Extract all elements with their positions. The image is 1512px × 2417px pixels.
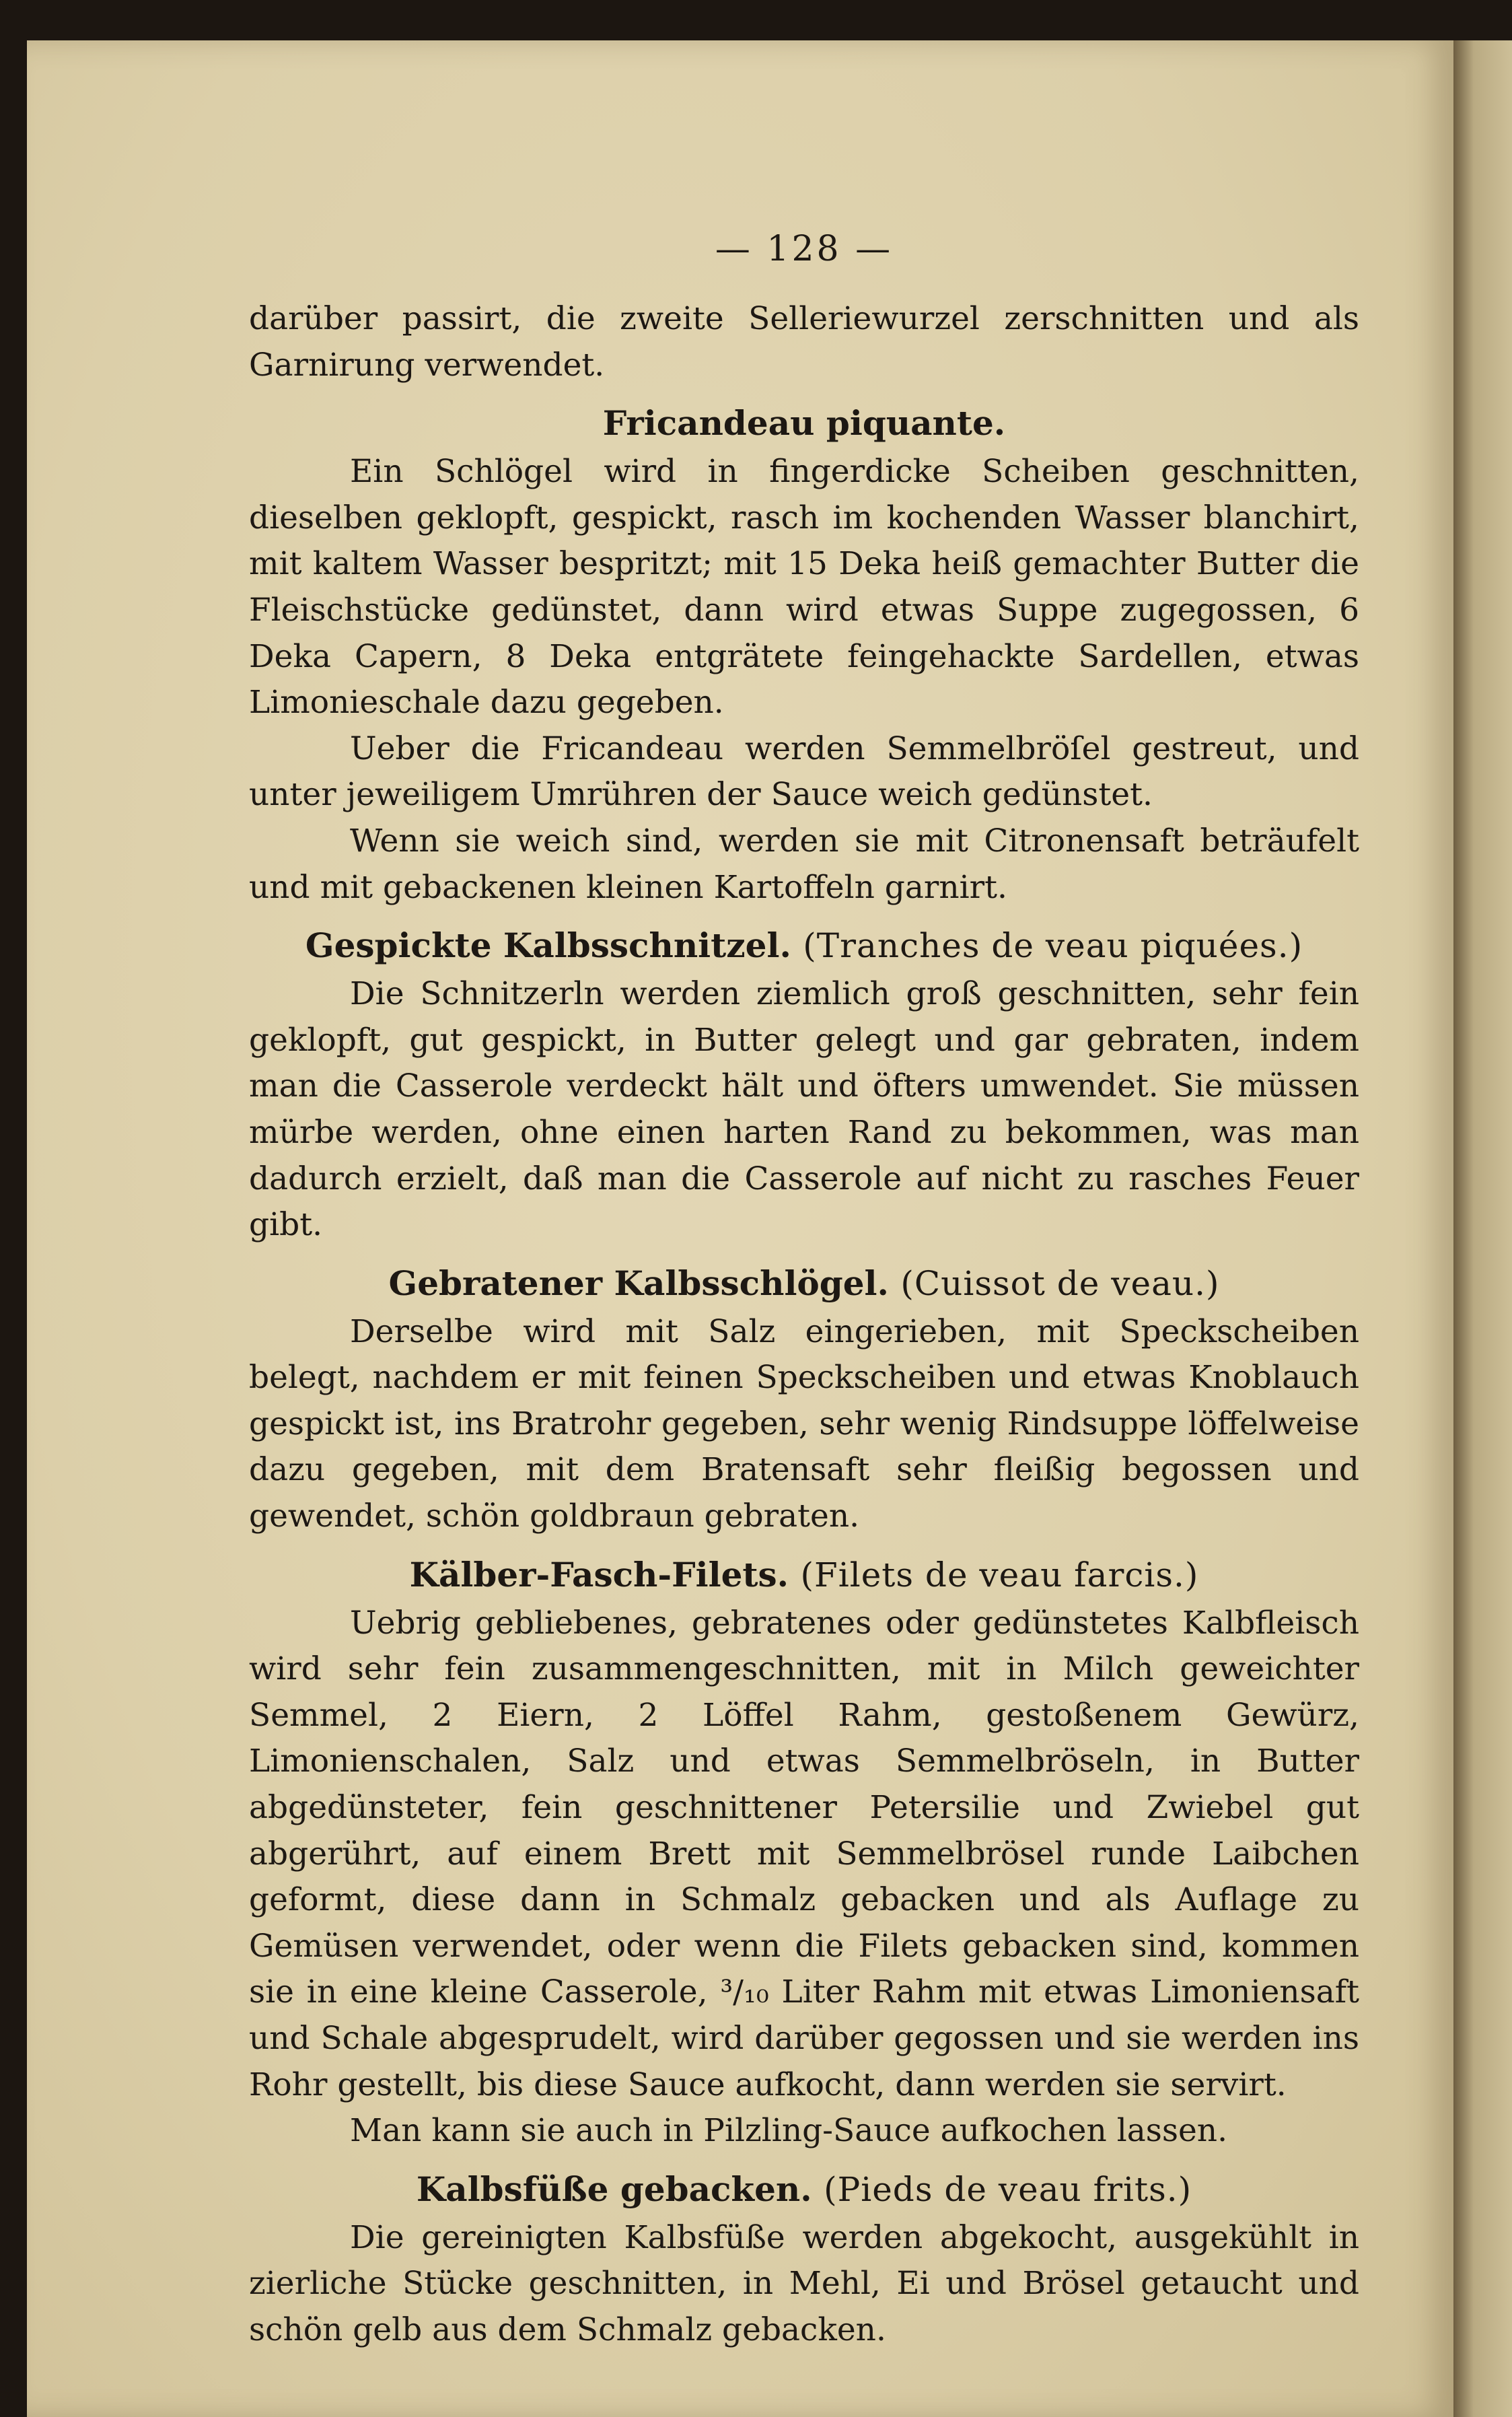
page-number: — 128 —	[715, 229, 894, 269]
section-title: Kälber-Fasch-Filets.	[409, 1554, 789, 1595]
section-title: Gespickte Kalbsschnitzel.	[305, 925, 791, 966]
section-heading	[249, 1258, 1359, 1309]
section-title-french: (Cuissot de veau.)	[900, 1263, 1220, 1303]
section-heading	[249, 1549, 1359, 1601]
section-title: Kalbsfüße gebacken.	[416, 2169, 812, 2209]
section-title-french: (Pieds de veau frits.)	[824, 2169, 1192, 2209]
paragraph: Ein Schlögel wird in fingerdicke Scheiben geschnitten, dieselben geklopft, gespickt, rasch im kochenden Wasser blanchirt, mit kaltem Wasser bespritzt; mit 15 Deka heiß gemachter Butter die Fleischstücke gedünstet, dann wird etwas Suppe zugegossen, 6 Deka Capern, 8 Deka entgrätete feingehackte Sardellen, etwas Limonieschale dazu gegeben.	[249, 453, 1359, 722]
section-title-french: (Tranches de veau piquées.)	[803, 926, 1303, 966]
paragraph: Ueber die Fricandeau werden Semmelbröſel gestreut, und unter jeweiligem Umrühren der Sauce weich gedünstet.	[249, 730, 1359, 814]
section-title: Fricandeau piquante.	[602, 403, 1006, 444]
section-heading	[249, 398, 1359, 449]
section-heading	[249, 920, 1359, 971]
paragraph: Man kann sie auch in Pilzling-Sauce aufkochen lassen.	[350, 2112, 1228, 2150]
adjacent-page-edge	[1453, 40, 1512, 2417]
section-title-french: (Filets de veau farcis.)	[800, 1555, 1199, 1595]
page-text	[249, 229, 1359, 2354]
paragraph: Derselbe wird mit Salz eingerieben, mit Speckscheiben belegt, nachdem er mit feinen Speckscheiben und etwas Knoblauch gespickt ist, ins Bratrohr gegeben, sehr wenig Rindsuppe löffelweise dazu gegeben, mit dem Bratensaft sehr fleißig begossen und gewendet, schön goldbraun gebraten.	[249, 1312, 1359, 1535]
paragraph: Die Schnitzerln werden ziemlich groß geschnitten, sehr fein geklopft, gut gespickt, in Butter gelegt und gar gebraten, indem man die Casserole verdeckt hält und öfters umwendet. Sie müssen mürbe werden, ohne einen harten Rand zu bekommen, was man dadurch erzielt, daß man die Casserole auf nicht zu rasches Feuer gibt.	[249, 975, 1359, 1244]
paragraph: Wenn sie weich sind, werden sie mit Citronensaft beträufelt und mit gebackenen kleinen Kartoffeln garnirt.	[249, 822, 1359, 906]
section-title: Gebratener Kalbsschlögel.	[388, 1263, 889, 1303]
section-heading	[249, 2164, 1359, 2215]
paragraph: Uebrig gebliebenes, gebratenes oder gedünstetes Kalbfleisch wird sehr fein zusammengeschnitten, mit in Milch geweichter Semmel, 2 Eiern, 2 Löffel Rahm, gestoßenem Gewürz, Limonienschalen, Salz und etwas Semmelbröseln, in Butter abgedünsteter, fein geschnittener Petersilie und Zwiebel gut abgerührt, auf einem Brett mit Semmelbrösel runde Laibchen geformt, diese dann in Schmalz gebacken und als Auflage zu Gemüsen verwendet, oder wenn die Filets gebacken sind, kommen sie in eine kleine Casserole, ³/₁₀ Liter Rahm mit etwas Limoniensaft und Schale abgesprudelt, wird darüber gegossen und sie werden ins Rohr gestellt, bis diese Sauce aufkocht, dann werden sie servirt.	[249, 1604, 1359, 2103]
paragraph: Die gereinigten Kalbsfüße werden abgekocht, ausgekühlt in zierliche Stücke geschnitten, in Mehl, Ei und Brösel getaucht und schön gelb aus dem Schmalz gebacken.	[249, 2218, 1359, 2348]
continuation-paragraph: darüber passirt, die zweite Selleriewurzel zerschnitten und als Garnirung verwendet.	[249, 300, 1359, 384]
